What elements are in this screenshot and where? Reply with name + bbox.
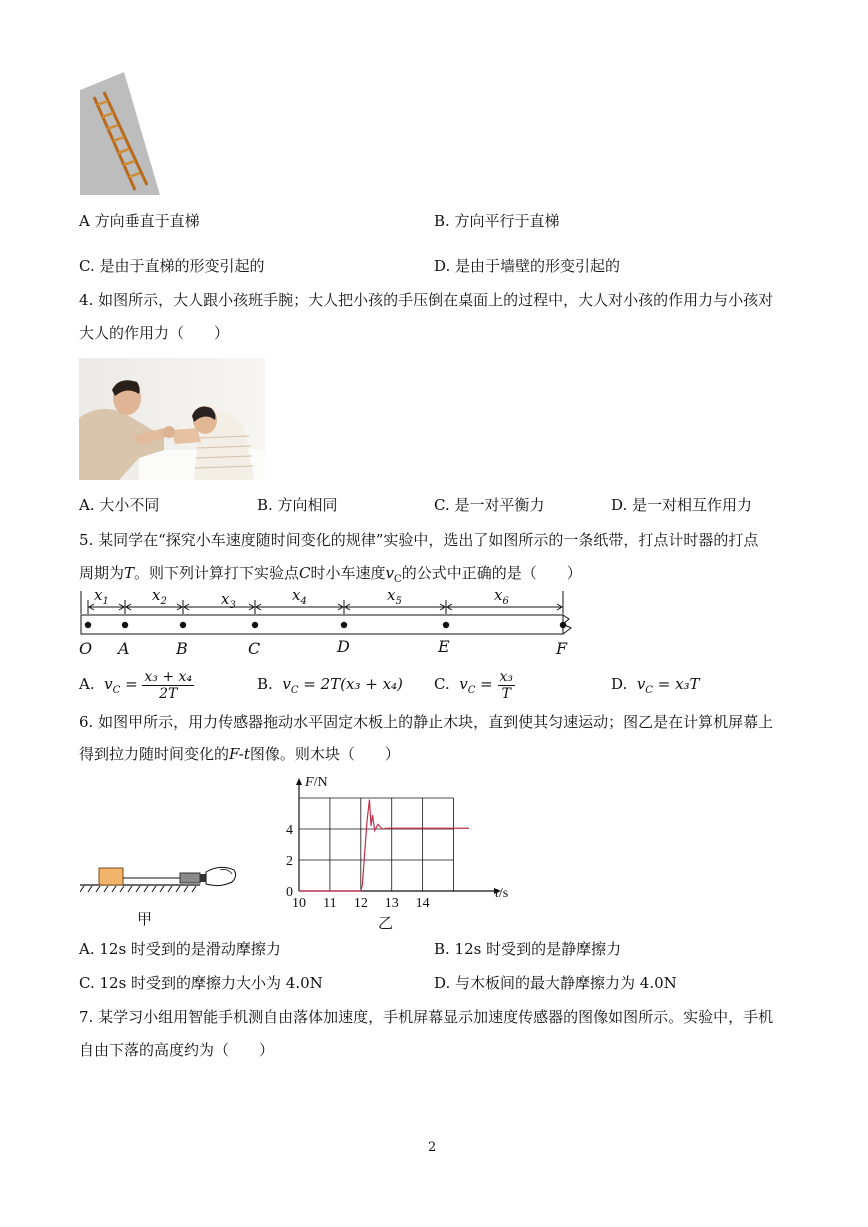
q4-option-c: C. 是一对平衡力 — [434, 496, 545, 514]
tape-label-x1: $x_1$ — [94, 586, 109, 607]
tape-dot — [341, 622, 347, 628]
q6-option-b: B. 12s 时受到的是静摩擦力 — [434, 940, 622, 958]
page-number: 2 — [428, 1140, 437, 1155]
x-tick-label: 12 — [353, 896, 368, 911]
tape-point-o: O — [79, 639, 93, 658]
x-tick-label: 11 — [323, 896, 337, 911]
q3-option-a: A 方向垂直于直梯 — [79, 212, 200, 230]
q6-stem-line2: 得到拉力随时间变化的F-t图像。则木块（ ） — [79, 745, 400, 763]
q5-option-b: B. $v_C = 2T(x_3 + x_4)$ — [257, 675, 403, 696]
q4-option-b: B. 方向相同 — [257, 496, 338, 514]
q7-stem-line1: 7. 某学习小组用智能手机测自由落体加速度，手机屏幕显示加速度传感器的图像如图所示。实验中，手机 — [79, 1008, 774, 1026]
tape-label-x2: $x_2$ — [152, 586, 167, 607]
tape-dot — [560, 622, 566, 628]
x-tick-label: 10 — [292, 896, 306, 911]
tape-label-x3: $x_3$ — [221, 590, 236, 611]
tape-point-a: A — [118, 639, 130, 658]
q4-stem-line1: 4. 如图所示，大人跟小孩班手腕；大人把小孩的手压倒在桌面上的过程中，大人对小孩的作用力与小孩对 — [79, 291, 774, 309]
tape-label-x5: $x_5$ — [387, 586, 402, 607]
q4-option-d: D. 是一对相互作用力 — [611, 496, 753, 514]
y-axis-label: F/N — [305, 775, 328, 790]
arm-wrestling-photo — [79, 358, 265, 480]
q5-option-d: D. $v_C = x_3T$ — [611, 675, 700, 696]
tape-point-e: E — [438, 637, 450, 656]
q4-option-a: A. 大小不同 — [79, 496, 160, 514]
q5-stem-line2: 周期为T。则下列计算打下实验点C时小车速度$v_C$的公式中正确的是（ ） — [79, 564, 582, 585]
tape-dot — [180, 622, 186, 628]
y-tick-label: 4 — [286, 823, 293, 838]
f-t-chart — [276, 772, 516, 912]
q3-option-d: D. 是由于墙壁的形变引起的 — [434, 257, 621, 275]
figure-yi-label: 乙 — [378, 914, 394, 932]
q5-option-a: A. $v_C$ = $\frac{\text{x₃ + x₄}}{2T}$ — [79, 668, 193, 702]
y-tick-label: 2 — [286, 854, 293, 869]
tape-dot — [443, 622, 449, 628]
ladder-figure — [80, 72, 160, 195]
tape-dot — [252, 622, 258, 628]
y-tick-label: 0 — [286, 885, 293, 900]
sensor-block-figure — [80, 858, 240, 900]
q4-stem-line2: 大人的作用力（ ） — [79, 324, 230, 342]
tape-label-x4: $x_4$ — [292, 586, 307, 607]
q6-option-c: C. 12s 时受到的摩擦力大小为 4.0N — [79, 974, 323, 992]
x-axis-label: t/s — [495, 886, 509, 901]
q3-option-c: C. 是由于直梯的形变引起的 — [79, 257, 265, 275]
q3-option-b: B. 方向平行于直梯 — [434, 212, 560, 230]
f-t-series-line — [299, 800, 469, 891]
q6-option-a: A. 12s 时受到的是滑动摩擦力 — [79, 940, 281, 958]
tape-point-f: F — [556, 639, 568, 658]
tape-point-d: D — [337, 637, 350, 656]
q5-option-c: C. $v_C$ = $\frac{\text{x₃}}{T}$ — [434, 668, 514, 702]
q7-stem-line2: 自由下落的高度约为（ ） — [79, 1041, 275, 1059]
tape-point-b: B — [176, 639, 188, 658]
x-tick-label: 13 — [384, 896, 399, 911]
q6-option-d: D. 与木板间的最大静摩擦力为 4.0N — [434, 974, 677, 992]
tape-dot — [85, 622, 91, 628]
tape-dot — [122, 622, 128, 628]
tape-point-c: C — [248, 639, 261, 658]
x-tick-label: 14 — [415, 896, 430, 911]
figure-jia-label: 甲 — [137, 910, 153, 928]
q6-stem-line1: 6. 如图甲所示，用力传感器拖动水平固定木板上的静止木块，直到使其匀速运动；图乙是在计算机屏幕上 — [79, 713, 774, 731]
q5-stem-line1: 5. 某同学在“探究小车速度随时间变化的规律”实验中，选出了如图所示的一条纸带，打点计时器的打点 — [79, 531, 759, 549]
tape-label-x6: $x_6$ — [494, 586, 509, 607]
